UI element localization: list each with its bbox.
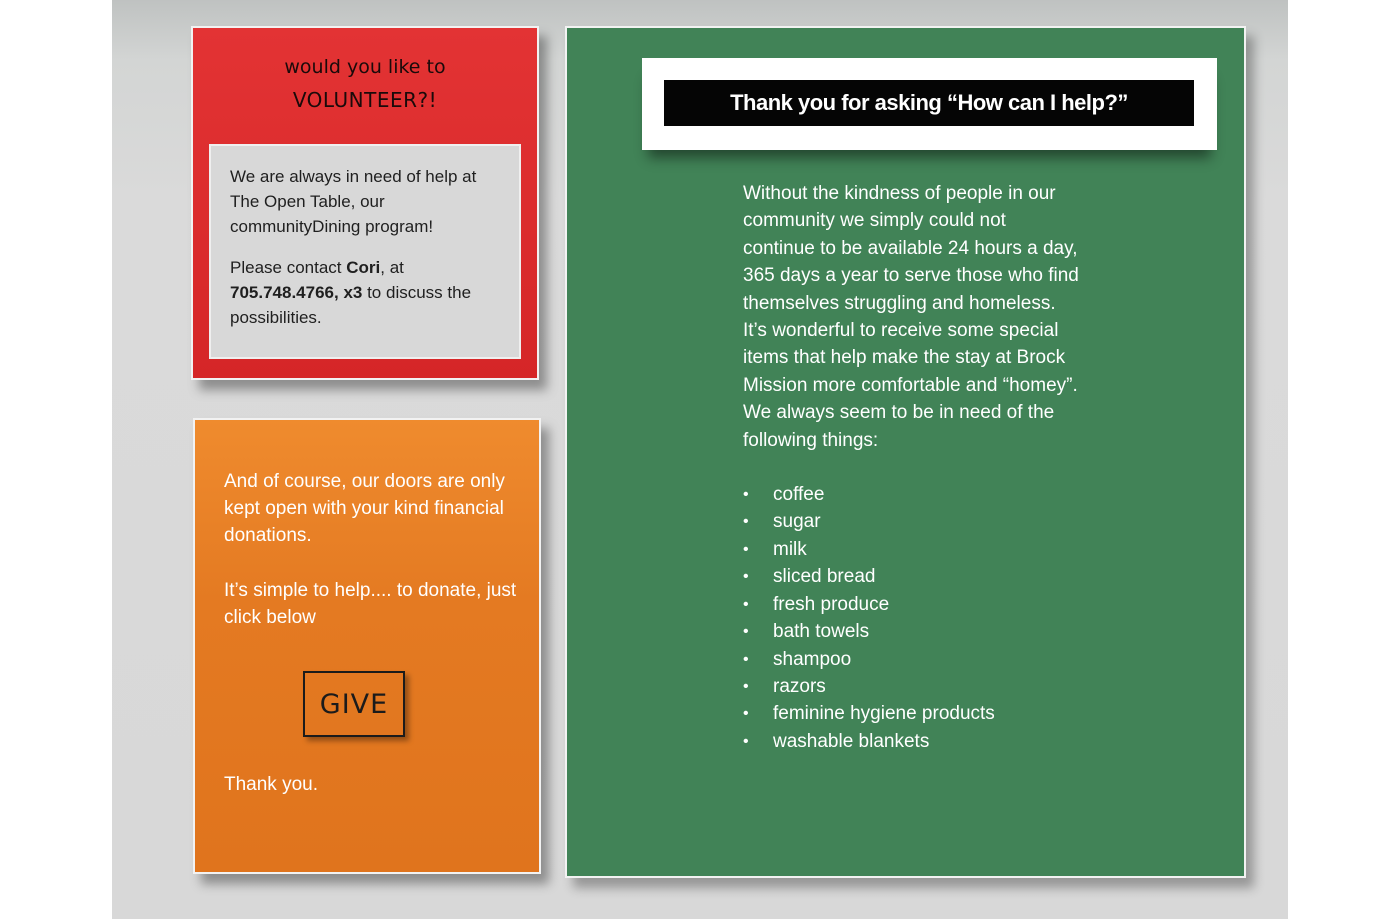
volunteer-heading-line1: would you like to [284,56,446,78]
volunteer-contact [230,255,501,330]
donate-thanks: Thank you. [224,774,318,795]
list-item: • sugar [743,508,1083,535]
list-item: • sliced bread [743,563,1083,590]
volunteer-heading-line2: VOLUNTEER?! [292,88,438,112]
help-paragraph-2: It’s wonderful to receive some special items that help make the stay at Brock Mission more comfortable and “homey”. We always seem to be in need of the following things: [743,320,1078,451]
volunteer-intro: We are always in need of help at The Open Table, our communityDining program! [230,167,477,236]
contact-mid: , at [380,258,404,277]
list-item: • washable blankets [743,728,1083,755]
volunteer-card [191,26,539,380]
help-card [565,26,1246,878]
list-item: • shampoo [743,646,1083,673]
contact-name: Cori [346,258,381,277]
contact-prefix: Please contact [230,258,347,277]
list-item: • fresh produce [743,591,1083,618]
contact-phone[interactable]: 705.748.4766, x3 [230,283,363,302]
volunteer-heading [193,56,537,112]
list-item: • coffee [743,481,1083,508]
donate-card [193,418,541,874]
donate-paragraph-1: And of course, our doors are only kept open with your kind financial donations. [224,471,505,546]
needed-items-list [743,481,1083,755]
help-banner [642,58,1217,150]
give-button[interactable]: GIVE [303,671,405,737]
help-paragraph-1: Without the kindness of people in our community we simply could not continue to be available 24 hours a day, 365 days a year to serve those who find themselves struggling and homeless. [743,183,1079,314]
list-item: • feminine hygiene products [743,700,1083,727]
help-body [743,180,1083,755]
donate-text [224,468,524,631]
help-banner-title: Thank you for asking “How can I help?” [664,80,1194,126]
donate-paragraph-2: It’s simple to help.... to donate, just click below [224,580,517,628]
volunteer-info-box [209,144,521,359]
contact-suffix: to discuss the possibilities. [230,283,472,327]
list-item: • razors [743,673,1083,700]
list-item: • milk [743,536,1083,563]
list-item: • bath towels [743,618,1083,645]
